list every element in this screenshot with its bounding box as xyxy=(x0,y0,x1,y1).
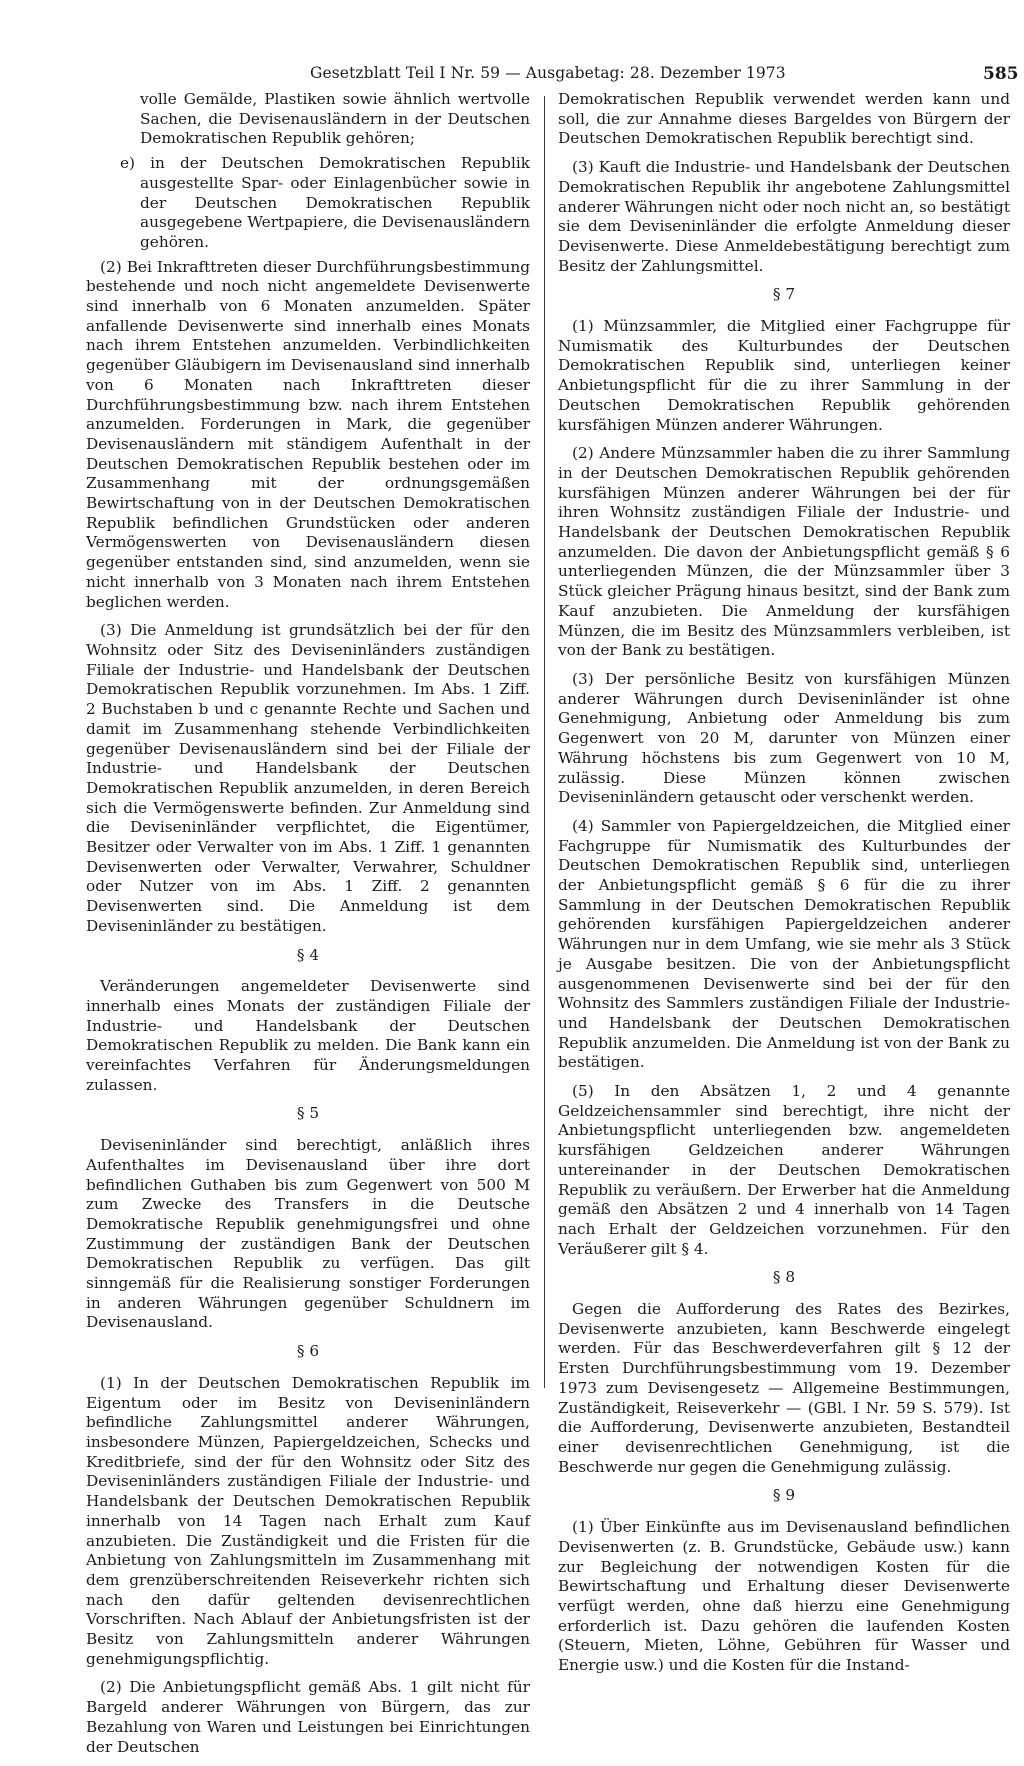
section-heading: § 8 xyxy=(772,1268,796,1287)
paragraph: (3) Der persönliche Besitz von kursfähigen Münzen anderer Währungen durch Deviseninländer ist ohne Genehmigung, Anbietung oder Anmeldung bis zum Gegenwert von 20 M, darunter von Münzen einer Währung höchstens bis zum Gegenwert von 10 M, zulässig. Diese Münzen können zwischen Deviseninländern getauscht oder verschenkt werden. xyxy=(558,669,1010,807)
paragraph: (1) In der Deutschen Demokratischen Republik im Eigentum oder im Besitz von Deviseninländern befindliche Zahlungsmittel anderer Währungen, insbesondere Münzen, Papiergeldzeichen, Schecks und Kreditbriefe, sind der für den Wohnsitz oder Sitz des Deviseninländers zuständigen Filiale der Industrie- und Handelsbank der Deutschen Demokratischen Republik innerhalb von 14 Tagen nach Erhalt zum Kauf anzubieten. Die Zuständigkeit und die Fristen für die Anbietung von Zahlungsmitteln im Zusammenhang mit dem grenzüberschreitenden Reiseverkehr richten sich nach den dafür geltenden devisenrechtlichen Vorschriften. Nach Ablauf der Anbietungsfristen ist der Besitz von Zahlungsmitteln anderer Währungen genehmigungspflichtig. xyxy=(86,1373,530,1668)
paragraph: (3) Die Anmeldung ist grundsätzlich bei der für den Wohnsitz oder Sitz des Deviseninländers zuständigen Filiale der Industrie- und Handelsbank der Deutschen Demokratischen Republik vorzunehmen. Im Abs. 1 Ziff. 2 Buchstaben b und c genannte Rechte und Sachen und damit im Zusammenhang stehende Verbindlichkeiten gegenüber Devisenausländern sind bei der Filiale der Industrie- und Handelsbank der Deutschen Demokratischen Republik anzumelden, in deren Bereich sich die Vermögenswerte befinden. Zur Anmeldung sind die Deviseninländer verpflichtet, die Eigentümer, Besitzer oder Verwalter von im Abs. 1 Ziff. 1 genannten Devisenwerten oder Verwalter, Verwahrer, Schuldner oder Nutzer von im Abs. 1 Ziff. 2 genannten Devisenwerten sind. Die Anmeldung ist dem Deviseninländer zu bestätigen. xyxy=(86,621,530,935)
section-heading: § 9 xyxy=(772,1486,796,1505)
left-column xyxy=(86,90,530,1766)
section-heading: § 4 xyxy=(296,945,320,964)
list-item-d-continuation: volle Gemälde, Plastiken sowie ähnlich wertvolle Sachen, die Devisenausländern in der Deutschen Demokratischen Republik gehören; xyxy=(140,90,530,148)
right-column xyxy=(558,90,1010,1685)
paragraph: Veränderungen angemeldeter Devisenwerte sind innerhalb eines Monats der zuständigen Filiale der Industrie- und Handelsbank der Deutschen Demokratischen Republik zu melden. Die Bank kann ein vereinfachtes Verfahren für Änderungsmeldungen zulassen. xyxy=(86,977,530,1094)
paragraph: (2) Die Anbietungspflicht gemäß Abs. 1 gilt nicht für Bargeld anderer Währungen von Bürgern, das zur Bezahlung von Waren und Leistungen bei Einrichtungen der Deutschen xyxy=(86,1678,530,1756)
section-heading: § 6 xyxy=(296,1342,320,1361)
paragraph: Gegen die Aufforderung des Rates des Bezirkes, Devisenwerte anzubieten, kann Beschwerde eingelegt werden. Für das Beschwerdeverfahren gilt § 12 der Ersten Durchführungsbestimmung vom 19. Dezember 1973 zum Devisengesetz — Allgemeine Bestimmungen, Zuständigkeit, Reiseverkehr — (GBl. I Nr. 59 S. 579). Ist die Aufforderung, Devisenwerte anzubieten, Bestandteil einer devisenrechtlichen Genehmigung, ist die Beschwerde nur gegen die Genehmigung zulässig. xyxy=(558,1300,1010,1476)
paragraph: (1) Über Einkünfte aus im Devisenausland befindlichen Devisenwerten (z. B. Grundstücke, Gebäude usw.) kann zur Begleichung der notwendigen Kosten für die Bewirtschaftung und Erhaltung dieser Devisenwerte verfügt werden, ohne daß hierzu eine Genehmigung erforderlich ist. Dazu gehören die laufenden Kosten (Steuern, Mieten, Löhne, Gebühren für Wasser und Energie usw.) und die Kosten für die Instand- xyxy=(558,1518,1010,1675)
section-heading: § 5 xyxy=(296,1104,320,1123)
paragraph-continuation: Demokratischen Republik verwendet werden kann und soll, die zur Annahme dieses Bargeldes von Bürgern der Deutschen Demokratischen Republik berechtigt sind. xyxy=(558,90,1010,148)
paragraph: (3) Kauft die Industrie- und Handelsbank der Deutschen Demokratischen Republik ihr angebotene Zahlungsmittel anderer Währungen nicht oder noch nicht an, so bestätigt sie dem Deviseninländer die erfolgte Anmeldung dieser Devisenwerte. Diese Anmeldebestätigung berechtigt zum Besitz der Zahlungsmittel. xyxy=(558,158,1010,275)
paragraph: Deviseninländer sind berechtigt, anläßlich ihres Aufenthaltes im Devisenausland über ihre dort befindlichen Guthaben bis zum Gegenwert von 500 M zum Zwecke des Transfers in die Deutsche Demokratische Republik genehmigungsfrei und ohne Zustimmung der zuständigen Bank der Deutschen Demokratischen Republik zu verfügen. Das gilt sinngemäß für die Realisierung sonstiger Forderungen in anderen Währungen gegenüber Schuldnern im Devisenausland. xyxy=(86,1136,530,1332)
section-heading: § 7 xyxy=(772,285,796,304)
running-header: Gesetzblatt Teil I Nr. 59 — Ausgabetag: 28. Dezember 1973 xyxy=(310,64,786,82)
column-divider xyxy=(544,96,545,1388)
page-number: 585 xyxy=(983,64,1019,84)
paragraph: (2) Bei Inkrafttreten dieser Durchführungsbestimmung bestehende und noch nicht angemeldete Devisenwerte sind innerhalb von 6 Monaten anzumelden. Später anfallende Devisenwerte sind innerhalb eines Monats nach ihrem Entstehen anzumelden. Verbindlichkeiten gegenüber Gläubigern im Devisenausland sind innerhalb von 6 Monaten nach Inkrafttreten dieser Durchführungsbestimmung bzw. nach ihrem Entstehen anzumelden. Forderungen in Mark, die gegenüber Devisenausländern mit ständigem Aufenthalt in der Deutschen Demokratischen Republik bestehen oder im Zusammenhang mit der ordnungsgemäßen Bewirtschaftung von in der Deutschen Demokratischen Republik befindlichen Grundstücken oder anderen Vermögenswerten von Devisenausländern diesen gegenüber entstanden sind, sind anzumelden, wenn sie nicht innerhalb von 3 Monaten nach ihrem Entstehen beglichen werden. xyxy=(86,257,530,611)
paragraph: (5) In den Absätzen 1, 2 und 4 genannte Geldzeichensammler sind berechtigt, ihre nicht der Anbietungspflicht unterliegenden bzw. angemeldeten kursfähigen Geldzeichen anderer Währungen untereinander in der Deutschen Demokratischen Republik zu veräußern. Der Erwerber hat die Anmeldung gemäß den Absätzen 2 und 4 innerhalb von 14 Tagen nach Erhalt der Geldzeichen vorzunehmen. Für den Veräußerer gilt § 4. xyxy=(558,1082,1010,1258)
paragraph: (4) Sammler von Papiergeldzeichen, die Mitglied einer Fachgruppe für Numismatik des Kulturbundes der Deutschen Demokratischen Republik sind, unterliegen der Anbietungspflicht gemäß § 6 für die zu ihrer Sammlung in der Deutschen Demokratischen Republik gehörenden kursfähigen Papiergeldzeichen anderer Währungen nur in dem Umfang, wie sie mehr als 3 Stück je Ausgabe besitzen. Die von der Anbietungspflicht ausgenommenen Devisenwerte sind bei der für den Wohnsitz des Sammlers zuständigen Filiale der Industrie- und Handelsbank der Deutschen Demokratischen Republik anzumelden. Die Anmeldung ist von der Bank zu bestätigen. xyxy=(558,816,1010,1072)
list-item-e: e) in der Deutschen Demokratischen Republik ausgestellte Spar- oder Einlagenbücher sowie in der Deutschen Demokratischen Republik ausgegebene Wertpapiere, die Devisenausländern gehören. xyxy=(120,154,530,251)
paragraph: (1) Münzsammler, die Mitglied einer Fachgruppe für Numismatik des Kulturbundes der Deutschen Demokratischen Republik sind, unterliegen keiner Anbietungspflicht für die zu ihrer Sammlung in der Deutschen Demokratischen Republik gehörenden kursfähigen Münzen anderer Währungen. xyxy=(558,317,1010,434)
paragraph: (2) Andere Münzsammler haben die zu ihrer Sammlung in der Deutschen Demokratischen Republik gehörenden kursfähigen Münzen anderer Währungen bei der für ihren Wohnsitz zuständigen Filiale der Industrie- und Handelsbank der Deutschen Demokratischen Republik anzumelden. Die davon der Anbietungspflicht gemäß § 6 unterliegenden Münzen, die der Münzsammler über 3 Stück gleicher Prägung hinaus besitzt, sind der Bank zum Kauf anzubieten. Die Anmeldung der kursfähigen Münzen, die im Besitz des Münzsammlers verbleiben, ist von der Bank zu bestätigen. xyxy=(558,444,1010,660)
